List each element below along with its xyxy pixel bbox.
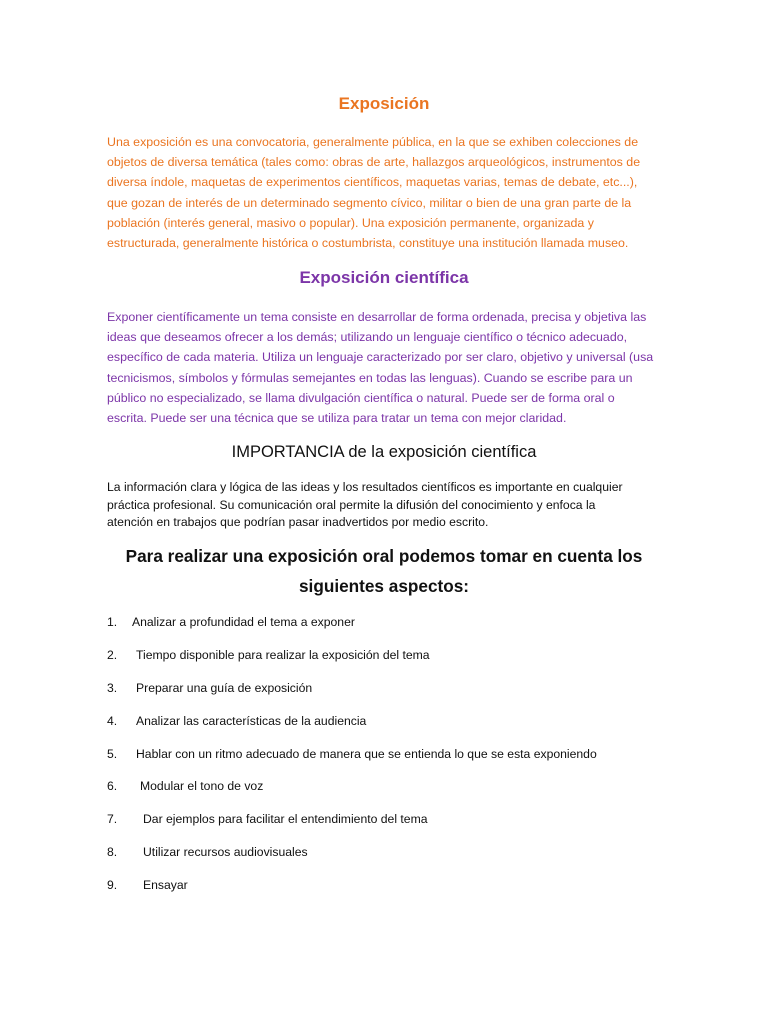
list-item (107, 648, 430, 662)
list-item (107, 615, 355, 629)
list-number: 8. (107, 845, 118, 859)
list-item (107, 812, 428, 826)
paragraph-importancia (107, 479, 663, 532)
list-text: Analizar a profundidad el tema a exponer (132, 615, 355, 629)
list-text: Ensayar (143, 878, 188, 892)
list-item (107, 714, 366, 728)
text-line: Exponer científicamente un tema consiste en desarrollar de forma ordenada, precisa y objetiva las (107, 310, 647, 324)
text-line: Una exposición es una convocatoria, generalmente pública, en la que se exhiben colecciones de (107, 135, 639, 149)
text-line: público no especializado, se llama divulgación científica o natural. Puede ser de forma oral o (107, 390, 615, 405)
list-text: Modular el tono de voz (140, 779, 264, 793)
heading-exposicion: Exposición (338, 94, 430, 113)
heading-line: Para realizar una exposición oral podemos tomar en cuenta los (125, 546, 643, 566)
text-line: escrita. Puede ser una técnica que se utiliza para tratar un tema con mejor claridad. (107, 411, 567, 426)
list-item (107, 747, 597, 761)
text-line: población (interés general, masivo o popular). Una exposición permanente, organizada y (107, 215, 594, 230)
list-text: Utilizar recursos audiovisuales (143, 845, 308, 859)
list-number: 4. (107, 714, 118, 728)
list-number: 3. (107, 681, 118, 695)
text-line: objetos de diversa temática (tales como: obras de arte, hallazgos arqueológicos, instrumentos de (107, 155, 641, 170)
text-line: atención en trabajos que podrían pasar inadvertidos por medio escrito. (107, 515, 489, 529)
list-number: 7. (107, 812, 118, 826)
list-item (107, 779, 263, 793)
list-item (107, 878, 188, 892)
text-line: práctica profesional. Su comunicación oral permite la difusión del conocimiento y enfoca la (107, 497, 596, 512)
heading-importancia: IMPORTANCIA de la exposición científica (231, 443, 537, 461)
heading-exposicion-oral (0, 541, 768, 601)
list-item (107, 681, 312, 695)
text-line: ideas que deseamos ofrecer a los demás; utilizando un lenguaje científico o técnico adecuado, (107, 330, 628, 345)
heading-line: siguientes aspectos: (298, 576, 470, 596)
text-line: estructurada, generalmente histórica o costumbrista, constituye una institución llamada museo. (107, 236, 629, 251)
list-number: 2. (107, 648, 118, 662)
paragraph-exposicion (107, 132, 663, 253)
list-text: Tiempo disponible para realizar la exposición del tema (136, 648, 430, 662)
paragraph-exposicion-cientifica (107, 307, 663, 428)
text-line: tecnicismos, símbolos y fórmulas semejantes en todas las lenguas). Cuando se escribe para un (107, 370, 633, 385)
text-line: que gozan de interés de un determinado segmento cívico, militar o bien de una gran parte de la (107, 195, 632, 210)
list-text: Hablar con un ritmo adecuado de manera que se entienda lo que se esta exponiendo (136, 747, 597, 761)
list-number: 9. (107, 878, 118, 892)
text-line: diversa índole, maquetas de experimentos científicos, maquetas varias, temas de debate, etc...), (107, 175, 638, 190)
list-text: Analizar las características de la audiencia (136, 714, 367, 728)
list-number: 1. (107, 615, 118, 629)
list-number: 6. (107, 779, 118, 793)
list-item (107, 845, 308, 859)
list-text: Dar ejemplos para facilitar el entendimiento del tema (143, 812, 428, 826)
text-line: La información clara y lógica de las ideas y los resultados científicos es importante en cualquier (107, 480, 623, 494)
list-number: 5. (107, 747, 118, 761)
text-line: específico de cada materia. Utiliza un lenguaje caracterizado por ser claro, objetivo y universal (usa (107, 350, 654, 365)
list-text: Preparar una guía de exposición (136, 681, 313, 695)
heading-exposicion-cientifica: Exposición científica (299, 268, 469, 287)
